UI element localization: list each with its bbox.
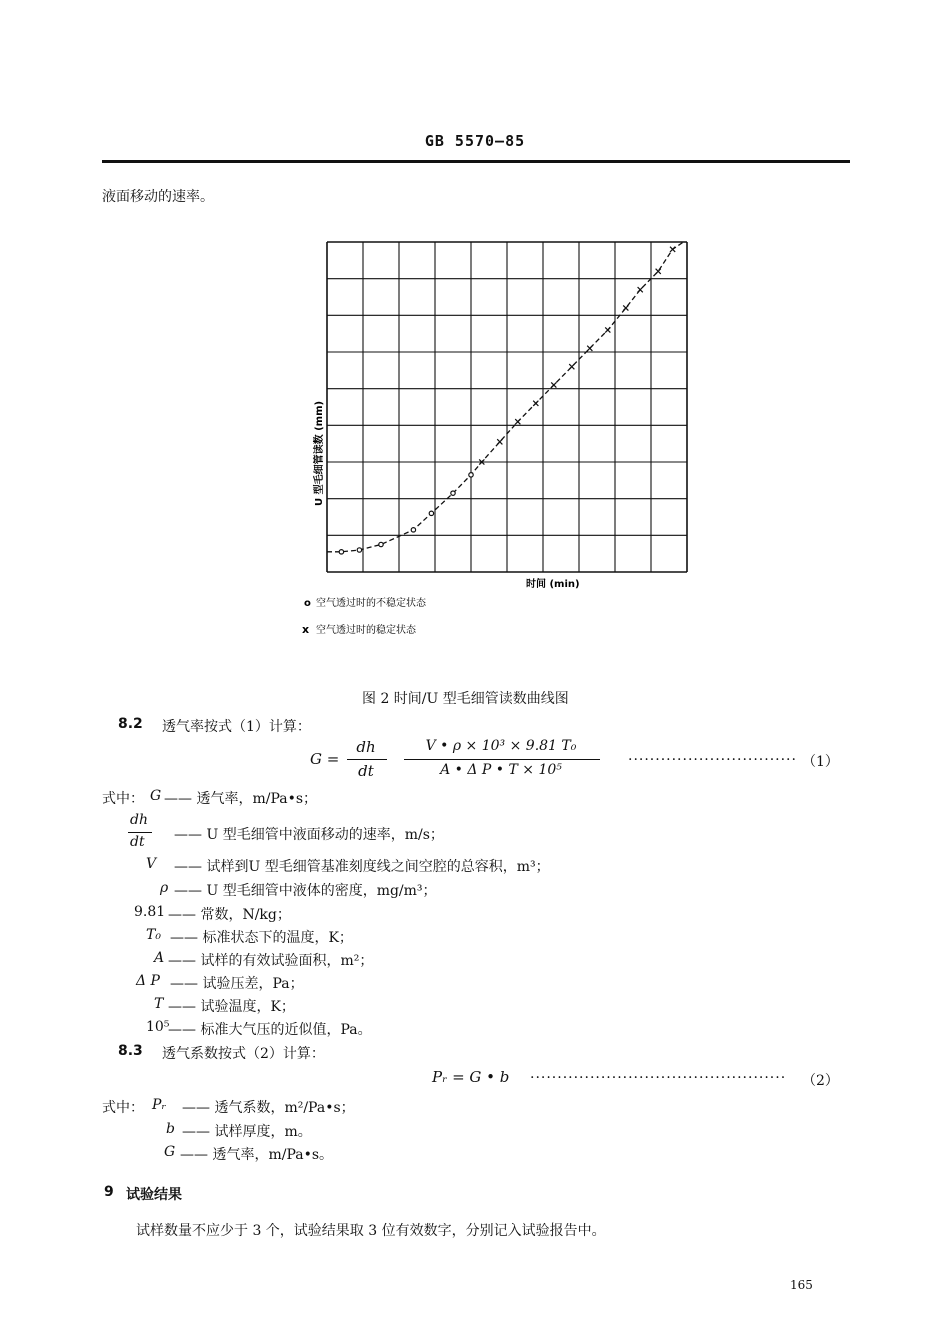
- data-point-stable: [533, 401, 538, 406]
- formula1-dh: dh: [356, 738, 376, 756]
- data-point-unstable: [379, 542, 383, 546]
- def-text-A: —— 试样的有效试验面积，m²；: [168, 953, 374, 969]
- formula1-fracbar: [404, 759, 600, 760]
- def-text-dP: —— 试验压差，Pa；: [170, 976, 304, 992]
- x-axis-label: 时间 (min): [526, 579, 580, 590]
- where-label-2: 式中：: [102, 1100, 144, 1116]
- legend-symbol-o: o: [304, 598, 311, 609]
- data-point-stable: [587, 346, 592, 351]
- section-8-3-number: 8.3: [118, 1043, 143, 1059]
- def-sym-rho: ρ: [160, 880, 169, 896]
- formula1-eq-number: （1）: [802, 754, 839, 770]
- def-fracbar: [128, 832, 152, 833]
- section-8-2-heading: 透气率按式（1）计算：: [162, 719, 311, 735]
- formula2-expr: Pᵣ = G • b: [432, 1068, 510, 1086]
- page-number: 165: [790, 1278, 813, 1292]
- data-point-stable: [656, 269, 661, 274]
- def2-sym-Pr: Pᵣ: [152, 1097, 167, 1113]
- section-8-2-number: 8.2: [118, 716, 143, 732]
- def-text-G: —— 透气率，m/Pa•s；: [164, 791, 318, 807]
- data-point-unstable: [339, 550, 343, 554]
- chart-grid: [327, 242, 687, 572]
- def-sym-A: A: [154, 950, 165, 966]
- def2-text-G: —— 透气率，m/Pa•s。: [180, 1147, 334, 1163]
- data-point-stable: [670, 247, 675, 252]
- def-sym-V: V: [146, 856, 157, 872]
- where-label: 式中：: [102, 791, 144, 807]
- formula2-leader: ...............................................: [530, 1066, 787, 1082]
- data-point-stable: [569, 364, 574, 369]
- formula1-lhs: G =: [310, 750, 340, 768]
- def-sym-981: 9.81: [134, 904, 166, 920]
- def-sym-dh: dh: [130, 812, 148, 828]
- def-sym-dP: Δ P: [136, 973, 160, 989]
- data-point-unstable: [357, 548, 361, 552]
- def-text-T0: —— 标准状态下的温度，K；: [170, 930, 353, 946]
- def2-sym-G: G: [164, 1144, 176, 1160]
- legend-symbol-x: x: [302, 623, 310, 636]
- def2-text-b: —— 试样厚度，m。: [182, 1124, 312, 1140]
- section-9-number: 9: [104, 1184, 114, 1200]
- def-sym-T: T: [154, 996, 164, 1012]
- section-9-heading: 试验结果: [126, 1187, 182, 1203]
- data-point-stable: [551, 382, 556, 387]
- header-rule: [102, 160, 850, 163]
- figure-chart: [300, 236, 700, 646]
- formula1-leader: ...............................: [628, 748, 797, 764]
- def-text-981: —— 常数，N/kg；: [168, 907, 291, 923]
- data-point-stable: [638, 287, 643, 292]
- def-text-V: —— 试样到U 型毛细管基准刻度线之间空腔的总容积，m³；: [174, 859, 550, 875]
- data-point-unstable: [429, 511, 433, 515]
- legend-label-stable: 空气透过时的稳定状态: [316, 625, 416, 636]
- def-text-dhdt: —— U 型毛细管中液面移动的速率，m/s；: [174, 827, 444, 843]
- def-text-T: —— 试验温度，K；: [168, 999, 295, 1015]
- data-point-unstable: [451, 491, 455, 495]
- data-point-unstable: [411, 528, 415, 532]
- formula2-eq-number: （2）: [802, 1073, 839, 1089]
- def2-sym-b: b: [166, 1121, 175, 1137]
- formula1-numerator: V • ρ × 10³ × 9.81 T₀: [425, 738, 577, 754]
- data-point-unstable: [469, 473, 473, 477]
- data-point-stable: [497, 439, 502, 444]
- formula1-fracbar-d: [347, 759, 387, 760]
- legend-label-unstable: 空气透过时的不稳定状态: [316, 598, 426, 609]
- def-text-105: —— 标准大气压的近似值，Pa。: [168, 1022, 372, 1038]
- def-text-rho: —— U 型毛细管中液体的密度，mg/m³；: [174, 883, 437, 899]
- intro-text: 液面移动的速率。: [102, 189, 214, 205]
- formula1-denominator: A • Δ P • T × 10⁵: [440, 762, 562, 778]
- def-sym-T0: T₀: [146, 927, 161, 943]
- y-axis-label: U 型毛细管读数 (mm): [314, 400, 325, 506]
- fitted-curve: [327, 242, 683, 552]
- document-header: GB 5570—85: [424, 132, 526, 150]
- data-point-stable: [515, 419, 520, 424]
- section-8-3-heading: 透气系数按式（2）计算：: [162, 1046, 325, 1062]
- figure-caption: 图 2 时间/U 型毛细管读数曲线图: [362, 691, 569, 707]
- section-9-body: 试样数量不应少于 3 个，试验结果取 3 位有效数字，分别记入试验报告中。: [136, 1223, 606, 1239]
- def-sym-105: 10⁵: [146, 1019, 170, 1035]
- data-point-stable: [623, 305, 628, 310]
- def-sym-G: G: [150, 788, 162, 804]
- def2-text-Pr: —— 透气系数，m²/Pa•s；: [182, 1100, 355, 1116]
- formula1-dt: dt: [358, 762, 374, 780]
- data-point-stable: [605, 327, 610, 332]
- def-sym-dt: dt: [130, 834, 145, 850]
